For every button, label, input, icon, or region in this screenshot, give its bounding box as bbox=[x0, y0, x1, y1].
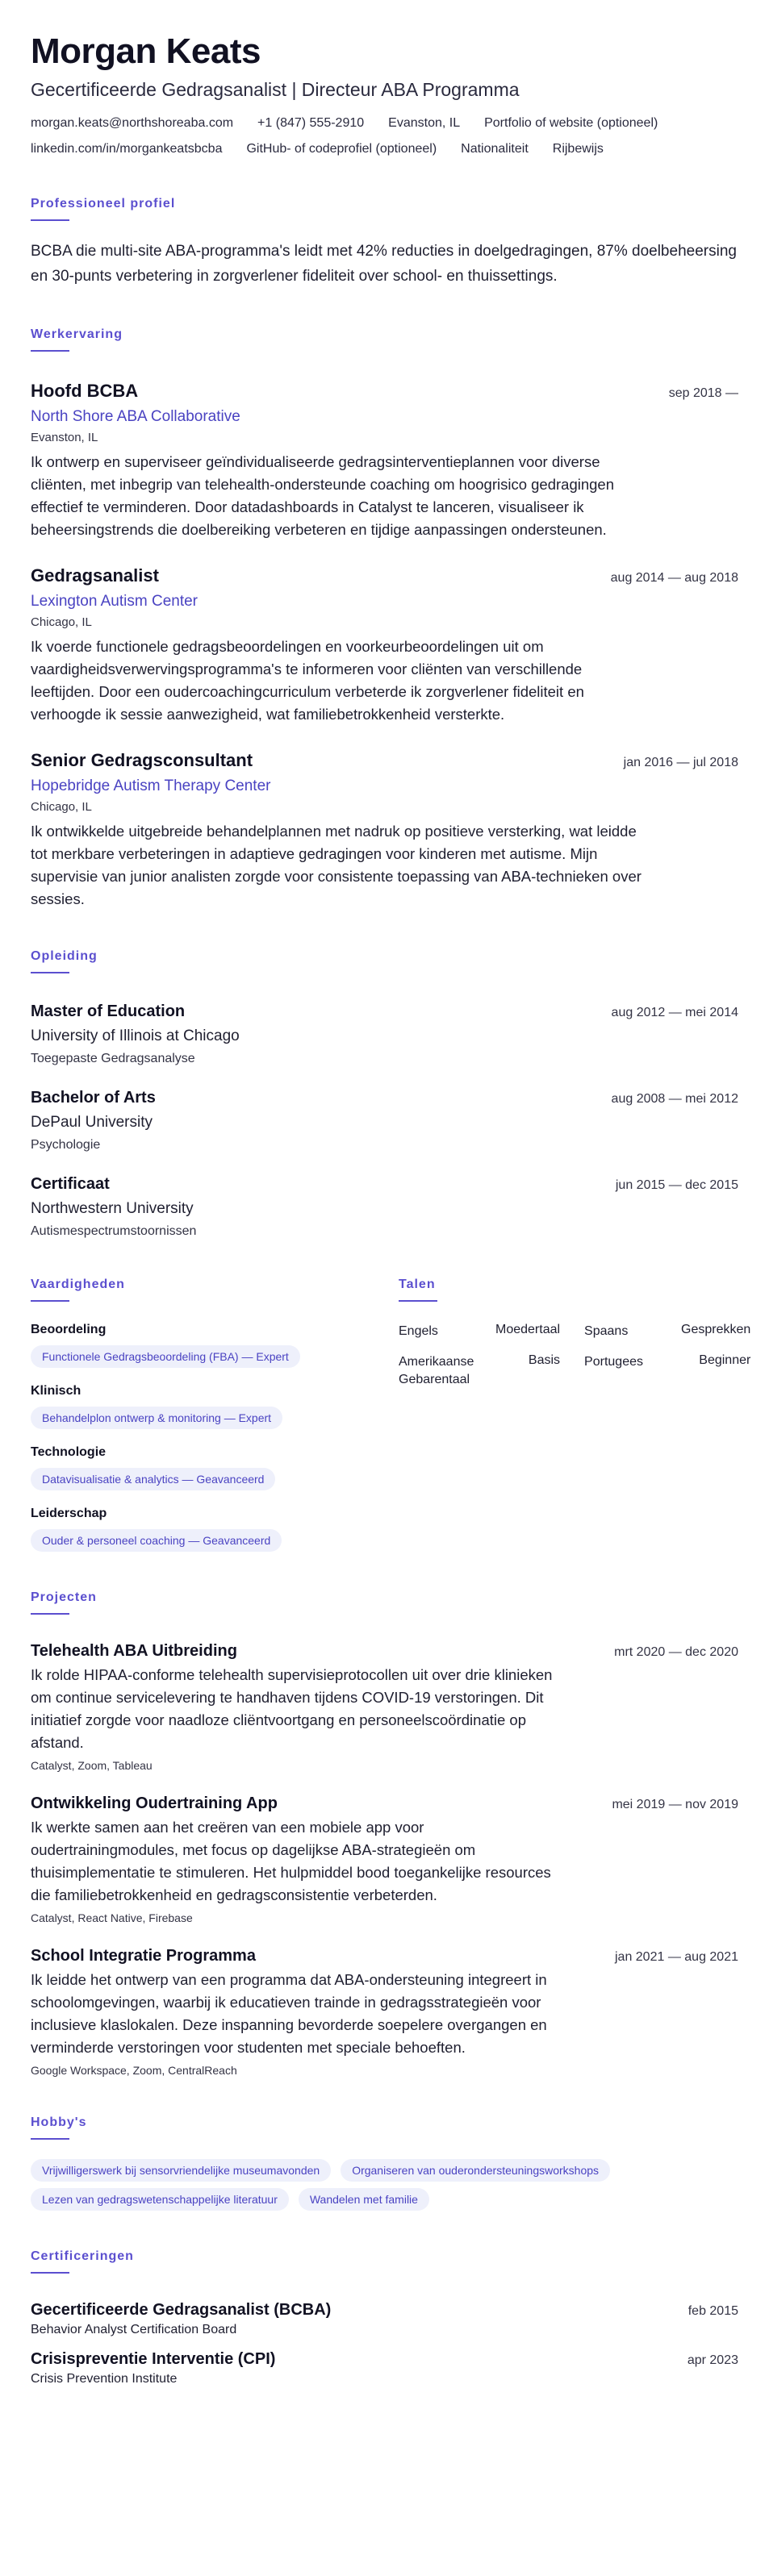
education-degree: Master of Education bbox=[31, 1002, 186, 1020]
skill-group bbox=[31, 1507, 399, 1552]
contact-linkedin[interactable]: linkedin.com/in/morgankeatsbcba bbox=[31, 142, 223, 156]
education-field: Psychologie bbox=[31, 1138, 101, 1152]
section-title-projects: Projecten bbox=[31, 1590, 97, 1604]
section-title-skills: Vaardigheden bbox=[31, 1278, 125, 1291]
project-date: mrt 2020 — dec 2020 bbox=[614, 1645, 738, 1659]
language-level: Beginner bbox=[699, 1353, 751, 1367]
profile-summary: BCBA die multi-site ABA-programma's leidt met 42% reducties in doelgedragingen, 87% doelbeheersing en 30-punts verbetering in zorgverlener fideliteit over school- en thuissettings. bbox=[31, 243, 737, 285]
section-divider bbox=[31, 2272, 69, 2274]
skill-chip: Behandelplon ontwerp & monitoring — Expert bbox=[31, 1407, 282, 1429]
skills-languages-row bbox=[31, 1239, 751, 1552]
education-entry bbox=[31, 1089, 738, 1153]
contact-nationality: Nationaliteit bbox=[461, 142, 529, 156]
section-divider bbox=[31, 1300, 69, 1302]
candidate-name: Morgan Keats bbox=[31, 31, 261, 71]
education-degree: Certificaat bbox=[31, 1175, 110, 1193]
language-item bbox=[399, 1323, 560, 1340]
skill-category: Leiderschap bbox=[31, 1507, 107, 1520]
section-divider bbox=[399, 1300, 437, 1302]
job-description: Ik voerde functionele gedragsbeoordelingen en voorkeurbeoordelingen uit om vaardigheidsverwervingsprogramma's te informeren voor cliënten van verschillende leeftijden. Door een oudercoachingcurriculum verbeterde ik zorgverlener fideliteit en verhoogde ik sessie aanwezigheid, wat familiebetrokkenheid versterkte. bbox=[31, 638, 584, 723]
hobby-chip: Wandelen met familie bbox=[299, 2188, 429, 2211]
project-tech: Catalyst, Zoom, Tableau bbox=[31, 1759, 153, 1772]
education-field: Autismespectrumstoornissen bbox=[31, 1224, 197, 1238]
contact-phone[interactable]: +1 (847) 555-2910 bbox=[257, 116, 365, 130]
skill-chip: Datavisualisatie & analytics — Geavanceerd bbox=[31, 1468, 275, 1490]
section-title-education: Opleiding bbox=[31, 949, 98, 963]
skill-category: Technologie bbox=[31, 1445, 107, 1459]
skill-chip: Ouder & personeel coaching — Geavanceerd bbox=[31, 1529, 282, 1552]
language-list bbox=[399, 1323, 751, 1389]
resume-header bbox=[31, 31, 738, 158]
job-location: Evanston, IL bbox=[31, 431, 98, 444]
contact-github[interactable]: GitHub- of codeprofiel (optioneel) bbox=[246, 142, 437, 156]
language-name: Engels bbox=[399, 1324, 438, 1338]
certification-title: Gecertificeerde Gedragsanalist (BCBA) bbox=[31, 2301, 332, 2319]
languages-section bbox=[399, 1239, 751, 1552]
section-title-profile: Professioneel profiel bbox=[31, 197, 176, 210]
project-description: Ik rolde HIPAA-conforme telehealth supervisieprotocollen uit over drie klinieken om continue servicelevering te handhaven tijdens COVID-19 verstoringen. Dit initiatief zorgde voor naadloze cliëntvoortgang en personeelscoördinatie op afstand. bbox=[31, 1666, 553, 1751]
certification-issuer: Behavior Analyst Certification Board bbox=[31, 2323, 237, 2336]
education-school: DePaul University bbox=[31, 1114, 153, 1131]
education-entry bbox=[31, 1175, 738, 1239]
project-date: mei 2019 — nov 2019 bbox=[612, 1798, 738, 1811]
project-description: Ik werkte samen aan het creëren van een mobiele app voor oudertrainingmodules, met focus op dagelijkse ABA-strategieën om thuisimplementatie te stimuleren. Het hulpmiddel bood toegankelijke resources die familiebetrokkenheid en gedragsconsistentie verbeterden. bbox=[31, 1819, 551, 1903]
certifications-section bbox=[31, 2249, 738, 2386]
hobby-chip: Lezen van gedragswetenschappelijke literatuur bbox=[31, 2188, 289, 2211]
language-level: Gesprekken bbox=[681, 1323, 751, 1336]
job-date: jan 2016 — jul 2018 bbox=[623, 756, 738, 769]
section-divider bbox=[31, 219, 69, 221]
job-entry bbox=[31, 565, 738, 726]
certification-date: apr 2023 bbox=[687, 2353, 738, 2367]
skill-group bbox=[31, 1445, 399, 1490]
education-degree: Bachelor of Arts bbox=[31, 1089, 156, 1107]
education-field: Toegepaste Gedragsanalyse bbox=[31, 1052, 195, 1065]
skills-section bbox=[31, 1239, 399, 1552]
education-entry bbox=[31, 1002, 738, 1066]
certification-entry bbox=[31, 2350, 738, 2386]
certification-issuer: Crisis Prevention Institute bbox=[31, 2372, 178, 2386]
candidate-headline: Gecertificeerde Gedragsanalist | Directeur ABA Programma bbox=[31, 79, 520, 100]
certification-title: Crisispreventie Interventie (CPI) bbox=[31, 2350, 276, 2368]
project-title: Telehealth ABA Uitbreiding bbox=[31, 1642, 237, 1660]
project-title: School Integratie Programma bbox=[31, 1947, 256, 1965]
language-item bbox=[584, 1353, 750, 1389]
language-level: Basis bbox=[528, 1353, 561, 1367]
language-name: Portugees bbox=[584, 1355, 643, 1369]
project-title: Ontwikkeling Oudertraining App bbox=[31, 1794, 278, 1812]
job-description: Ik ontwerp en superviseer geïndividualiseerde gedragsinterventieplannen voor diverse cliënten, met inbegrip van telehealth-ondersteunde coaching om hoogrisico gedragingen effectief te verminderen. Door datadashboards in Catalyst te lanceren, visualiseer ik beheersingstrends die doelbereiking verbeteren en tijdige aanpassingen ondersteunen. bbox=[31, 453, 615, 538]
profile-section bbox=[31, 197, 738, 289]
job-employer: North Shore ABA Collaborative bbox=[31, 408, 240, 425]
project-description: Ik leidde het ontwerp van een programma dat ABA-ondersteuning integreert in schoolomgevingen, waarbij ik educatieven trainde in gedragsstrategieën voor inclusieve klaslokalen. Deze inspanning bevorderde soepelere overgangen en verminderde verstoringen voor studenten met speciale behoeften. bbox=[31, 1971, 547, 2056]
project-entry bbox=[31, 1794, 738, 1924]
education-section bbox=[31, 949, 738, 1239]
skill-group bbox=[31, 1384, 399, 1429]
contact-location: Evanston, IL bbox=[388, 116, 461, 130]
contact-email[interactable]: morgan.keats@northshoreaba.com bbox=[31, 116, 234, 130]
project-tech: Catalyst, React Native, Firebase bbox=[31, 1911, 193, 1924]
job-entry bbox=[31, 381, 738, 541]
skill-chip: Functionele Gedragsbeoordeling (FBA) — Expert bbox=[31, 1345, 300, 1368]
hobbies-section bbox=[31, 2115, 738, 2211]
job-title: Gedragsanalist bbox=[31, 565, 159, 586]
job-title: Senior Gedragsconsultant bbox=[31, 750, 253, 770]
project-date: jan 2021 — aug 2021 bbox=[614, 1950, 738, 1964]
section-divider bbox=[31, 1613, 69, 1615]
hobby-list bbox=[31, 2159, 741, 2211]
contact-drivers-license: Rijbewijs bbox=[552, 142, 604, 156]
section-divider bbox=[31, 350, 69, 352]
job-title: Hoofd BCBA bbox=[31, 381, 139, 401]
education-date: aug 2008 — mei 2012 bbox=[611, 1092, 738, 1106]
section-divider bbox=[31, 972, 69, 973]
section-title-experience: Werkervaring bbox=[31, 327, 123, 341]
projects-section bbox=[31, 1590, 738, 2077]
education-date: jun 2015 — dec 2015 bbox=[615, 1178, 738, 1192]
education-school: Northwestern University bbox=[31, 1200, 194, 1217]
skill-category: Beoordeling bbox=[31, 1323, 107, 1336]
language-name: Amerikaanse Gebarentaal bbox=[399, 1355, 474, 1386]
section-title-certifications: Certificeringen bbox=[31, 2249, 134, 2263]
project-entry bbox=[31, 1947, 738, 2077]
language-item bbox=[584, 1323, 750, 1340]
job-entry bbox=[31, 750, 738, 911]
job-date: sep 2018 — bbox=[668, 386, 738, 400]
experience-section bbox=[31, 327, 738, 911]
skill-category: Klinisch bbox=[31, 1384, 81, 1398]
job-location: Chicago, IL bbox=[31, 615, 92, 629]
contact-portfolio[interactable]: Portfolio of website (optioneel) bbox=[484, 116, 658, 130]
skill-group bbox=[31, 1323, 399, 1368]
section-title-hobbies: Hobby's bbox=[31, 2115, 87, 2129]
section-title-languages: Talen bbox=[399, 1278, 436, 1291]
job-date: aug 2014 — aug 2018 bbox=[610, 571, 738, 585]
job-location: Chicago, IL bbox=[31, 800, 92, 814]
job-employer: Hopebridge Autism Therapy Center bbox=[31, 777, 271, 794]
hobby-chip: Vrijwilligerswerk bij sensorvriendelijke museumavonden bbox=[31, 2159, 331, 2182]
job-employer: Lexington Autism Center bbox=[31, 593, 199, 610]
language-name: Spaans bbox=[584, 1324, 629, 1338]
project-tech: Google Workspace, Zoom, CentralReach bbox=[31, 2064, 237, 2077]
contact-list bbox=[31, 115, 757, 158]
job-description: Ik ontwikkelde uitgebreide behandelplannen met nadruk op positieve versterking, wat leidde tot merkbare verbeteringen in adaptieve gedragingen voor kinderen met autisme. Mijn supervisie van junior analisten zorgde voor consistente toepassing van ABA-technieken over sessies. bbox=[31, 823, 642, 907]
education-school: University of Illinois at Chicago bbox=[31, 1027, 240, 1044]
certification-entry bbox=[31, 2301, 738, 2337]
language-item bbox=[399, 1353, 560, 1389]
education-date: aug 2012 — mei 2014 bbox=[611, 1006, 738, 1019]
section-divider bbox=[31, 2138, 69, 2140]
hobby-chip: Organiseren van ouderondersteuningsworkshops bbox=[341, 2159, 610, 2182]
certification-date: feb 2015 bbox=[688, 2304, 738, 2318]
project-entry bbox=[31, 1642, 738, 1772]
language-level: Moedertaal bbox=[495, 1323, 561, 1336]
